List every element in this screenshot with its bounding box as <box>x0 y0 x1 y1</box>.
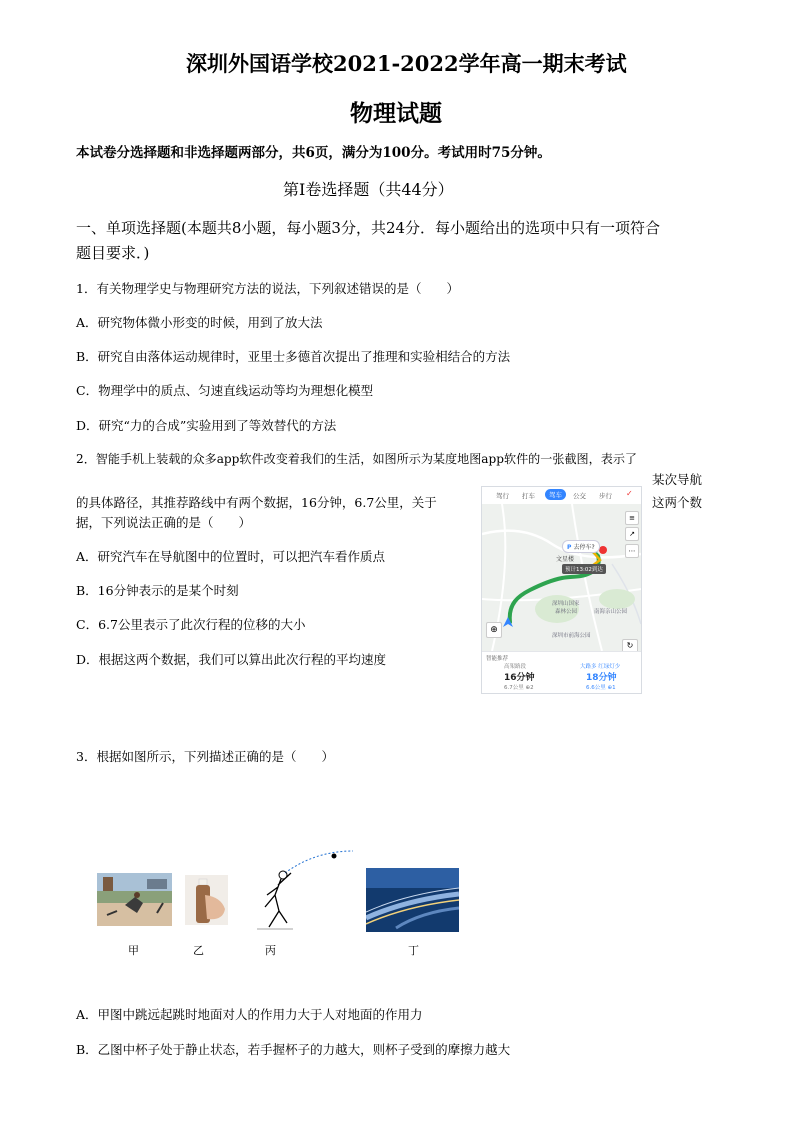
q2-stem-line1: 2．智能手机上装载的众多app软件改变着我们的生活，如图所示为某度地图app软件的一张截图，表示了 <box>76 452 638 466</box>
q1-option-d: D．研究“力的合成”实验用到了等效替代的方法 <box>76 418 337 433</box>
bridge-photo <box>366 868 459 932</box>
q1-stem: 1．有关物理学史与物理研究方法的说法，下列叙述错误的是（ ） <box>76 281 459 296</box>
share-icon[interactable]: ↗ <box>625 527 639 541</box>
map-tab-3: 公交 <box>573 492 586 500</box>
park-label-4: 深圳市前海公园 <box>552 633 591 639</box>
route-panel <box>482 651 641 694</box>
park-label-2: 森林公园 <box>555 609 578 615</box>
hand-bottle-photo <box>185 875 228 925</box>
q3-option-a: A．甲图中跳远起跳时地面对人的作用力大于人对地面的作用力 <box>76 1007 423 1022</box>
q1-option-b: B．研究自由落体运动规律时，亚里士多德首次提出了推理和实验相结合的方法 <box>76 349 511 364</box>
long-jump-photo <box>97 873 172 926</box>
section1-heading-line2: 题目要求．) <box>76 244 150 262</box>
layers-icon[interactable]: ≡ <box>625 511 639 525</box>
route1-tag: 高架路段 <box>504 664 527 670</box>
q2-option-b: B．16分钟表示的是某个时刻 <box>76 583 239 598</box>
route2-time[interactable]: 18分钟 <box>586 673 617 683</box>
exam-instructions: 本试卷分选择题和非选择题两部分，共6页，满分为100分。考试用时75分钟。 <box>76 145 551 161</box>
q1-option-c: C．物理学中的质点、匀速直线运动等均为理想化模型 <box>76 383 374 398</box>
arrival-tag: 预计13:02到达 <box>562 564 606 574</box>
q2-option-c: C．6.7公里表示了此次行程的位移的大小 <box>76 617 306 632</box>
parking-prompt-label: 去停车? <box>573 544 595 551</box>
section1-heading-line1: 一、单项选择题(本题共8小题，每小题3分，共24分．每小题给出的选项中只有一项符合 <box>76 219 661 237</box>
park-label-3: 南海亲山公园 <box>594 609 628 615</box>
figure-label-ding: 丁 <box>408 944 419 957</box>
check-icon: ✓ <box>626 489 633 498</box>
q3-stem: 3．根据如图所示，下列描述正确的是（ ） <box>76 749 334 764</box>
q3-option-b: B．乙图中杯子处于静止状态，若手握杯子的力越大，则杯子受到的摩擦力越大 <box>76 1042 511 1057</box>
subject-title: 物理试题 <box>350 100 442 127</box>
exam-title: 深圳外国语学校2021-2022学年高一期末考试 <box>186 51 627 76</box>
route1-sub: 6.7公里 ⊕2 <box>504 685 534 691</box>
parking-icon: P <box>567 544 574 551</box>
route2-tag: 大路多 红绿灯少 <box>580 664 621 670</box>
q2-stem-line2: 某次导航 <box>652 472 703 487</box>
figure-label-jia: 甲 <box>128 944 139 957</box>
parking-prompt <box>562 540 600 553</box>
map-tab-drive-active: 驾车 <box>545 489 566 500</box>
ball-icon <box>332 854 337 859</box>
q1-option-a: A．研究物体微小形变的时候，用到了放大法 <box>76 315 323 330</box>
map-tab-4: 步行 <box>599 492 612 500</box>
q2-stem-line4: 据，下列说法正确的是（ ） <box>76 515 252 530</box>
locate-icon[interactable]: ⊕ <box>486 622 502 638</box>
route2-sub: 6.6公里 ⊕1 <box>586 685 616 691</box>
map-tab-1: 驾行 <box>496 492 509 500</box>
park-label-1: 深圳山国家 <box>552 601 580 607</box>
figure-label-bing: 丙 <box>265 944 276 957</box>
recommend-label: 智能推荐 <box>486 656 509 662</box>
q2-stem-line3-right: 这两个数 <box>652 495 703 510</box>
figure-label-yi: 乙 <box>193 944 204 957</box>
destination-marker-icon <box>599 546 607 554</box>
map-tab-2: 打车 <box>522 492 535 500</box>
route1-time[interactable]: 16分钟 <box>504 673 535 683</box>
start-label: 文星楼 <box>556 556 575 563</box>
trajectory-line <box>285 851 353 873</box>
q2-stem-line3-left: 的具体路径，其推荐路线中有两个数据，16分钟，6.7公里，关于 <box>76 495 437 510</box>
part-title: 第I卷选择题（共44分） <box>283 180 454 199</box>
q2-option-d: D．根据这两个数据，我们可以算出此次行程的平均速度 <box>76 652 387 667</box>
navigation-map-figure <box>481 486 642 694</box>
refresh-icon[interactable]: ↻ <box>622 639 638 653</box>
shot-put-figure <box>245 843 360 935</box>
map-canvas <box>482 504 641 651</box>
q2-option-a: A．研究汽车在导航图中的位置时，可以把汽车看作质点 <box>76 549 386 564</box>
more-icon[interactable]: ⋯ <box>625 544 639 558</box>
